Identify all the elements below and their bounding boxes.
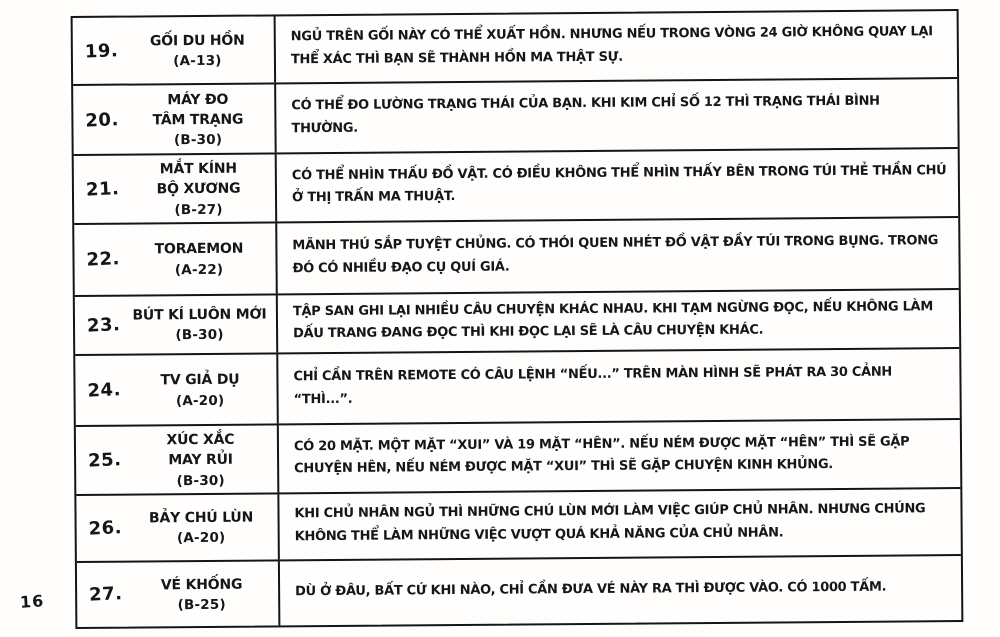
gadget-name-cell: [74, 154, 278, 222]
gadget-table: [71, 9, 964, 629]
gadget-description-cell: [279, 420, 961, 492]
gadget-description-cell: [276, 11, 957, 82]
gadget-name-block: [126, 239, 271, 278]
gadget-description: NGỦ TRÊN GỐI NÀY CÓ THỂ XUẤT HỒN. NHƯNG NẾU TRONG VÒNG 24 GIỜ KHÔNG QUAY LẠI THỂ XÁC THÌ BẠN SẼ THÀNH HỒN MA THẬT SỰ.: [290, 24, 933, 68]
gadget-number: 27.: [88, 583, 123, 606]
gadget-name: TORAEMON: [154, 241, 244, 258]
gadget-name-block: [126, 158, 271, 218]
gadget-code: (A-22): [174, 261, 224, 278]
gadget-description-cell: [277, 149, 959, 221]
gadget-code: (B-30): [176, 472, 225, 489]
gadget-number: 26.: [88, 516, 123, 540]
gadget-name-block: [125, 30, 270, 69]
table-row: [75, 349, 960, 427]
gadget-name-cell: [76, 425, 280, 493]
gadget-name-cell: [73, 16, 277, 84]
gadget-description-cell: [279, 489, 960, 559]
gadget-name: VÉ KHỐNG: [160, 576, 243, 593]
gadget-description: DÙ Ở ĐÂU, BẤT CỨ KHI NÀO, CHỈ CẦN ĐƯA VÉ NÀY RA THÌ ĐƯỢC VÀO. CÓ 1000 TẤM.: [295, 579, 887, 600]
gadget-name-block: [128, 507, 273, 546]
gadget-code: (B-27): [174, 201, 223, 218]
gadget-number: 24.: [87, 379, 122, 402]
gadget-number: 25.: [87, 449, 122, 472]
table-row: [74, 149, 959, 225]
gadget-description-cell: [278, 349, 960, 423]
gadget-name: BẢY CHÚ LÙN: [148, 509, 254, 527]
gadget-description: CÓ THỂ NHÌN THẤU ĐỒ VẬT. CÓ ĐIỀU KHÔNG THỂ NHÌN THẤY BÊN TRONG TÚI THẺ THẦN CHÚ Ở THỊ TRẤN MA THUẬT.: [291, 162, 947, 206]
gadget-name-cell: [75, 354, 279, 425]
gadget-name-cell: [74, 223, 278, 295]
gadget-number: 21.: [85, 177, 120, 201]
table-row: [77, 556, 961, 627]
gadget-description-cell: [280, 556, 961, 625]
table-row: [73, 79, 958, 156]
gadget-description-cell: [276, 79, 958, 152]
gadget-number: 20.: [84, 108, 120, 132]
gadget-number: 22.: [86, 248, 121, 271]
gadget-name: MÁY ĐO TÂM TRẠNG: [152, 91, 244, 129]
gadget-name-cell: [76, 494, 280, 561]
gadget-name-cell: [73, 84, 277, 154]
gadget-name: MẮT KÍNH BỘ XƯƠNG: [156, 160, 241, 198]
gadget-description: TẬP SAN GHI LẠI NHIỀU CÂU CHUYỆN KHÁC NHAU. KHI TẠM NGỪNG ĐỌC, NẾU KHÔNG LÀM DẤU TRANG ĐANG ĐỌC THÌ KHI ĐỌC LẠI SẼ LÀ CÂU CHUYỆN KHÁC.: [292, 298, 933, 342]
gadget-name-block: [127, 305, 272, 344]
gadget-name-cell: [77, 561, 280, 627]
gadget-number: 19.: [84, 39, 119, 63]
table-row: [76, 489, 960, 563]
gadget-name-cell: [75, 295, 278, 354]
gadget-code: (B-25): [177, 596, 226, 614]
table-row: [74, 218, 959, 297]
gadget-name: BÚT KÍ LUÔN MỚI: [132, 306, 267, 324]
gadget-description-cell: [277, 218, 959, 293]
gadget-name-block: [125, 89, 270, 149]
gadget-code: (B-30): [173, 132, 223, 149]
gadget-code: (A-20): [176, 530, 226, 547]
gadget-name: GỐI DU HỒN: [149, 32, 245, 50]
gadget-description: CÓ 20 MẶT. MỘT MẶT “XUI” VÀ 19 MẶT “HÊN”. NẾU NÉM ĐƯỢC MẶT “HÊN” THÌ SẼ GẶP CHUYỆN HÊN, NẾU NÉM ĐƯỢC MẶT “XUI” THÌ SẼ GẶP CHUYỆN KINH KHỦNG.: [293, 434, 910, 477]
gadget-name: XÚC XẮC MAY RỦI: [166, 431, 235, 469]
page-number: 16: [19, 591, 45, 612]
gadget-code: (A-20): [175, 392, 225, 409]
gadget-code: (A-13): [173, 52, 222, 70]
gadget-description: KHI CHỦ NHÂN NGỦ THÌ NHỮNG CHÚ LÙN MỚI LÀM VIỆC GIÚP CHỦ NHÂN. NHƯNG CHÚNG KHÔNG THỂ LÀM NHỮNG VIỆC VƯỢT QUÁ KHẢ NĂNG CỦA CHỦ NHÂN.: [294, 501, 926, 545]
gadget-number: 23.: [86, 314, 121, 337]
gadget-code: (B-30): [175, 327, 224, 344]
gadget-description: CÓ THỂ ĐO LƯỜNG TRẠNG THÁI CỦA BẠN. KHI KIM CHỈ SỐ 12 THÌ TRẠNG THÁI BÌNH THƯỜNG.: [291, 93, 880, 137]
gadget-name: TV GIẢ DỤ: [160, 372, 240, 389]
gadget-name-block: [129, 574, 274, 613]
gadget-description: MÃNH THÚ SẮP TUYỆT CHỦNG. CÓ THÓI QUEN NHÉT ĐỒ VẬT ĐẦY TÚI TRONG BỤNG. TRONG ĐÓ CÓ NHIỀU ĐẠO CỤ QUÍ GIÁ.: [292, 233, 939, 276]
gadget-name-block: [127, 370, 272, 409]
table-row: [73, 11, 958, 86]
table-row: [76, 420, 961, 496]
gadget-description: CHỈ CẦN TRÊN REMOTE CÓ CÂU LỆNH “NẾU...” TRÊN MÀN HÌNH SẼ PHÁT RA 30 CẢNH “THÌ...”.: [293, 364, 893, 407]
gadget-description-cell: [278, 290, 959, 353]
gadget-name-block: [128, 430, 273, 490]
table-row: [75, 290, 959, 356]
